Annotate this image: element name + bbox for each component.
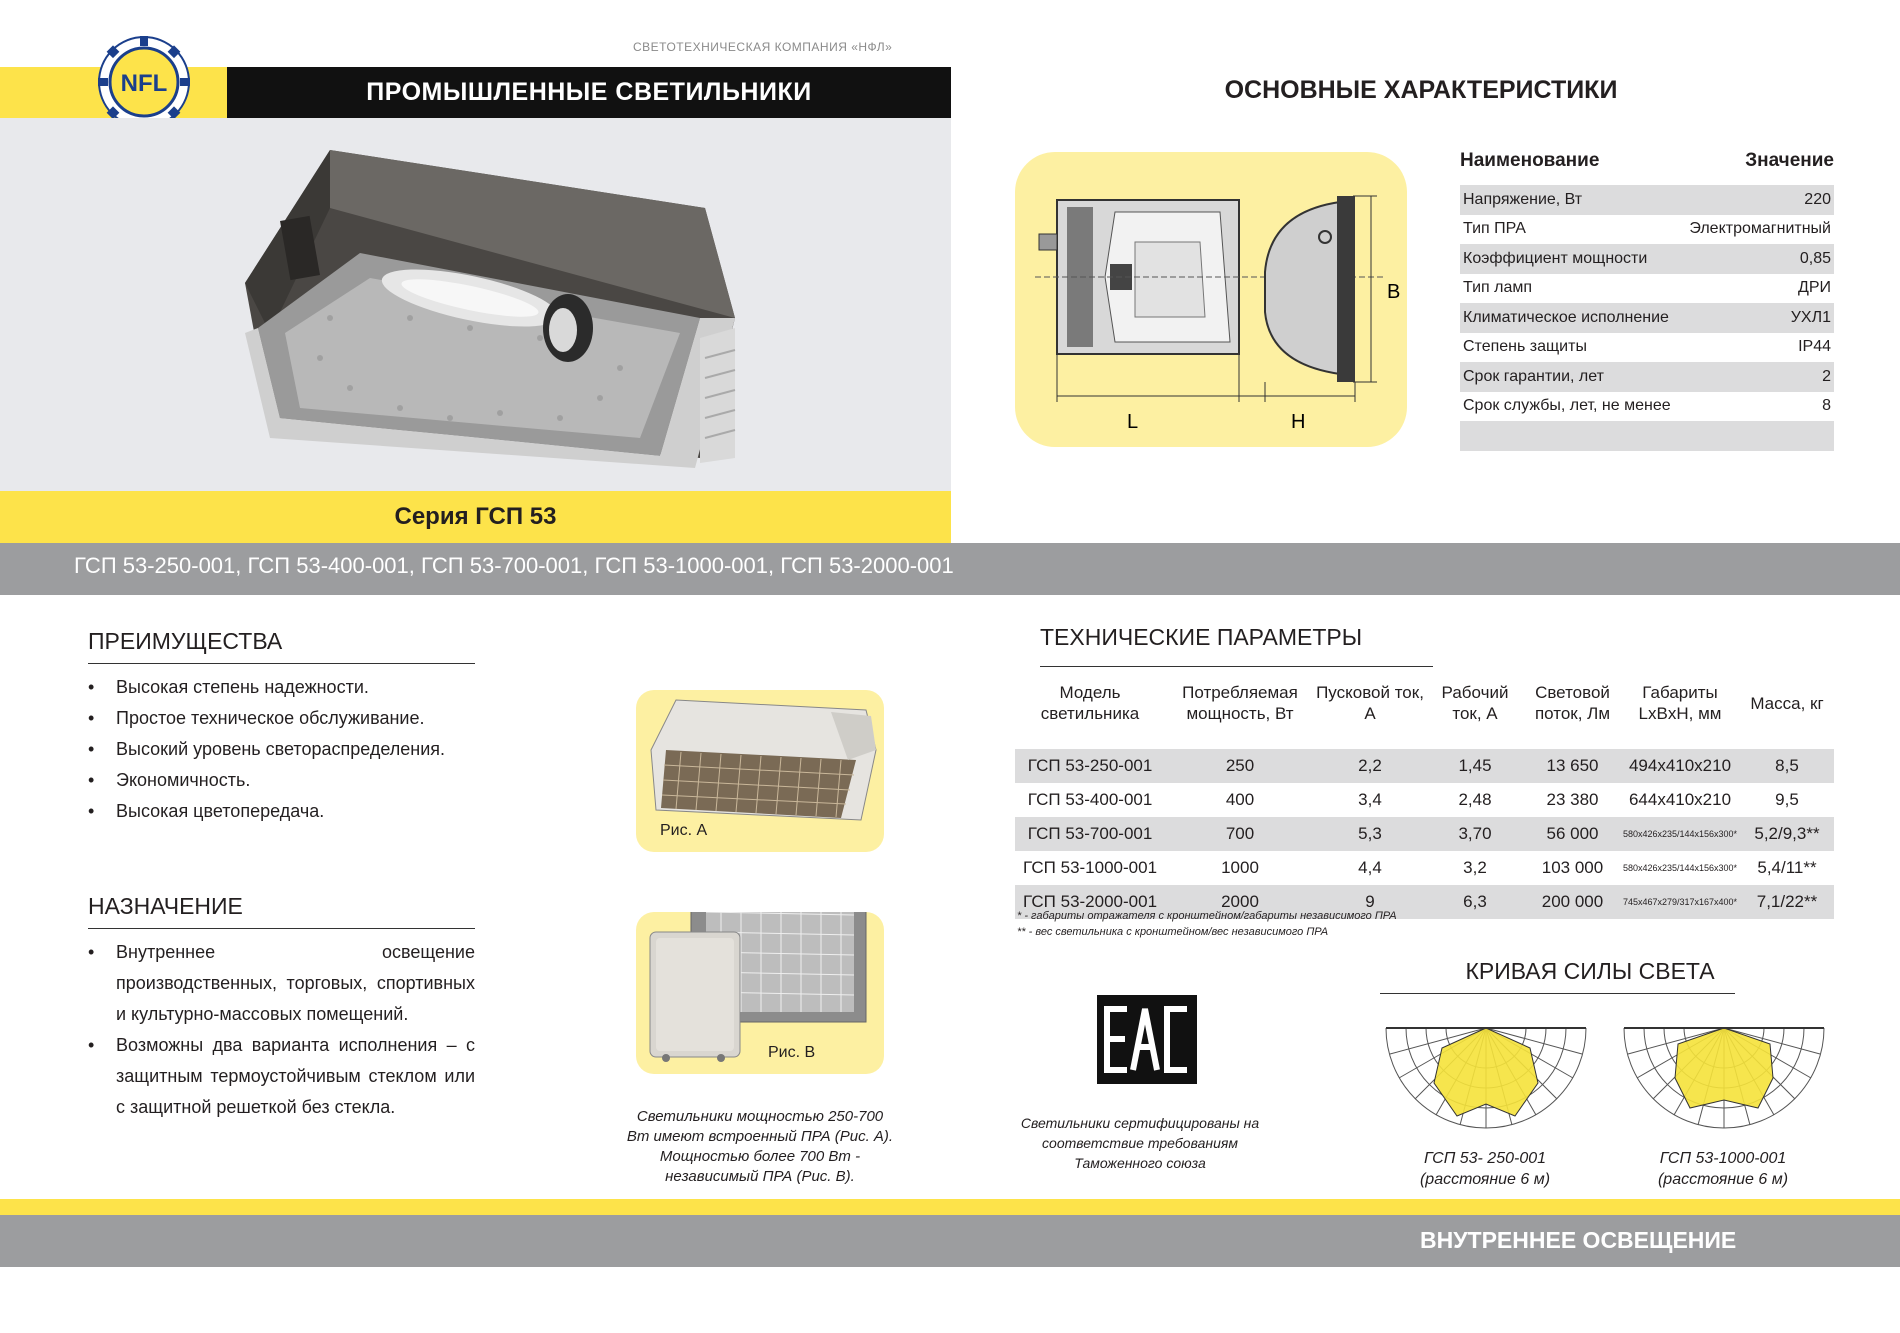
table-note-1: * - габариты отражателя с кронштейном/габариты независимого ПРА [1017,910,1397,922]
eac-logo [1097,995,1197,1084]
table-cell: 5,2/9,3** [1754,824,1820,843]
advantages-section [88,628,475,827]
tech-params-table [1015,675,1834,919]
divider [88,928,475,929]
table-cell: 4,4 [1358,858,1382,877]
column-header: Световой поток, Лм [1534,683,1611,723]
table-cell: 3,4 [1358,790,1382,809]
row-name: Коэффициент мощности [1463,249,1648,267]
table-row [1015,749,1834,783]
table-cell: 3,2 [1463,858,1487,877]
column-header: Рабочий ток, А [1441,683,1509,723]
dimension-diagram [1015,152,1407,447]
product-photo [0,118,951,491]
product-photo-panel [0,118,951,491]
table-row [1460,392,1834,422]
page-title: ПРОМЫШЛЕННЫЕ СВЕТИЛЬНИКИ [227,67,951,118]
row-name: Степень защиты [1463,338,1587,356]
table-cell: 200 000 [1541,892,1604,911]
list-item: • Простое техническое обслуживание. [88,703,475,734]
table-cell: 56 000 [1546,824,1599,843]
row-value: Электромагнитный [1689,220,1831,238]
table-cell: 9,5 [1775,790,1799,809]
company-name: СВЕТОТЕХНИЧЕСКАЯ КОМПАНИЯ «НФЛ» [633,40,893,54]
eac-mark-text: EAC [1145,1081,1149,1082]
table-cell: 745x467x279/317x167x400* [1622,897,1738,907]
curve-right-model: ГСП 53-1000-001 [1659,1150,1787,1167]
dim-label-l: L [1127,411,1139,433]
advantages-title: ПРЕИМУЩЕСТВА [88,628,283,654]
table-cell: 1,45 [1458,756,1492,775]
table-cell: 23 380 [1546,790,1599,809]
table-cell: 2000 [1221,892,1259,911]
column-header: Габариты LxBxH, мм [1638,683,1722,723]
row-value: 0,85 [1799,249,1831,267]
table-row [1460,274,1834,304]
figure-a-label: Рис. А [660,822,708,839]
row-name: Тип ПРА [1463,220,1526,238]
column-header: Масса, кг [1750,693,1824,713]
table-row [1460,362,1834,392]
row-value: ДРИ [1797,279,1831,297]
eac-mark [1097,995,1197,1084]
divider [1040,666,1433,667]
purpose-section [88,893,475,1123]
table-row [1460,215,1834,245]
dim-label-h: H [1291,411,1306,433]
figure-b-image [636,912,884,1074]
table-cell: 400 [1225,790,1255,809]
row-name: Климатическое исполнение [1463,308,1669,326]
list-item: • Возможны два варианта исполнения – с защитным термоустойчивым стеклом или с защитной решеткой без стекла. [88,1030,475,1123]
table-cell: 8,5 [1775,756,1799,775]
table-cell: 1000 [1221,858,1259,877]
curve-left-model: ГСП 53- 250-001 [1423,1150,1547,1167]
table-cell: ГСП 53-250-001 [1027,756,1153,775]
table-cell: 2,2 [1358,756,1382,775]
curve-right-caption [1628,1148,1818,1190]
characteristics-table [1460,185,1834,451]
main-characteristics-title: ОСНОВНЫЕ ХАРАКТЕРИСТИКИ [1224,76,1618,104]
table-row [1015,851,1834,885]
row-value: 2 [1822,367,1831,385]
dimension-drawing [1015,152,1407,447]
tech-params-title: ТЕХНИЧЕСКИЕ ПАРАМЕТРЫ [1040,624,1363,650]
table-cell: ГСП 53-1000-001 [1022,858,1158,877]
table-cell: ГСП 53-2000-001 [1022,892,1158,911]
list-item: • Высокая цветопередача. [88,796,475,827]
column-header: Пусковой ток, А [1316,683,1424,723]
list-item: • Внутреннее освещение производственных, торговых, спортивных и культурно-массовых помещений. [88,937,475,1030]
table-cell: 13 650 [1546,756,1599,775]
col-name-header: Наименование [1460,150,1600,171]
table-row [1460,244,1834,274]
series-title: Серия ГСП 53 [0,491,951,543]
row-name: Напряжение, Вт [1463,190,1583,208]
light-curve-title: КРИВАЯ СИЛЫ СВЕТА [1465,958,1715,984]
table-cell: 580x426x235/144x156x300* [1622,829,1738,839]
row-value: 8 [1822,397,1831,415]
row-name: Срок гарантии, лет [1463,367,1604,385]
table-cell: 580x426x235/144x156x300* [1622,863,1738,873]
table-cell: 700 [1225,824,1255,843]
table-cell: 5,4/11** [1757,858,1817,877]
row-value: 220 [1804,190,1831,208]
table-cell: 5,3 [1358,824,1382,843]
models-list: ГСП 53-250-001, ГСП 53-400-001, ГСП 53-700-001, ГСП 53-1000-001, ГСП 53-2000-001 [74,553,954,578]
row-value: УХЛ1 [1790,308,1831,326]
table-row [1460,421,1834,451]
curve-left-caption [1390,1148,1580,1190]
dim-label-b: B [1387,281,1401,303]
table-cell: 103 000 [1541,858,1604,877]
table-cell: 9 [1365,892,1375,911]
advantages-list [88,672,475,827]
figure-b [636,912,884,1074]
column-header: Модель светильника [1040,683,1140,723]
table-header-row [1015,675,1834,731]
certification-text: Светильники сертифицированы на соответствие требованиям Таможенного союза [1020,1115,1260,1171]
table-note-2: ** - вес светильника с кронштейном/вес независимого ПРА [1017,926,1329,938]
footer-yellow-strip [0,1199,1900,1215]
table-cell: ГСП 53-700-001 [1027,824,1153,843]
row-name: Тип ламп [1463,279,1533,297]
table-row [1460,333,1834,363]
curve-left-distance: (расстояние 6 м) [1419,1171,1551,1188]
table-row [1460,303,1834,333]
row-value: IP44 [1798,338,1831,356]
purpose-title: НАЗНАЧЕНИЕ [88,893,243,919]
col-value-header: Значение [1745,150,1834,171]
table-cell: 644x410x210 [1628,790,1732,809]
list-item: • Высокий уровень светораспределения. [88,734,475,765]
table-row [1460,185,1834,215]
characteristics-header [1460,150,1834,172]
table-row [1015,783,1834,817]
figure-a [636,690,884,852]
light-curve-left [1382,1008,1590,1158]
table-row [1015,817,1834,851]
list-item: • Высокая степень надежности. [88,672,475,703]
figure-b-label: Рис. В [768,1044,816,1061]
purpose-list [88,937,475,1123]
table-cell: 2,48 [1458,790,1492,809]
curve-right-distance: (расстояние 6 м) [1657,1171,1789,1188]
logo-text: NFL [120,70,168,97]
list-item: • Экономичность. [88,765,475,796]
divider [88,663,475,664]
table-cell: 6,3 [1463,892,1487,911]
figures-caption: Светильники мощностью 250-700 Вт имеют встроенный ПРА (Рис. А). Мощностью более 700 Вт - независимый ПРА (Рис. В). [626,1108,894,1185]
table-cell: 494x410x210 [1628,756,1732,775]
company-logo [96,34,192,130]
footer-text: ВНУТРЕННЕЕ ОСВЕЩЕНИЕ [1420,1227,1737,1253]
table-cell: 250 [1225,756,1255,775]
table-cell: ГСП 53-400-001 [1027,790,1153,809]
table-cell: 7,1/22** [1756,892,1818,911]
column-header: Потребляемая мощность, Вт [1182,683,1298,723]
light-curve-right [1620,1008,1828,1158]
divider [1380,993,1735,994]
row-name: Срок службы, лет, не менее [1463,397,1671,415]
table-cell: 3,70 [1458,824,1492,843]
